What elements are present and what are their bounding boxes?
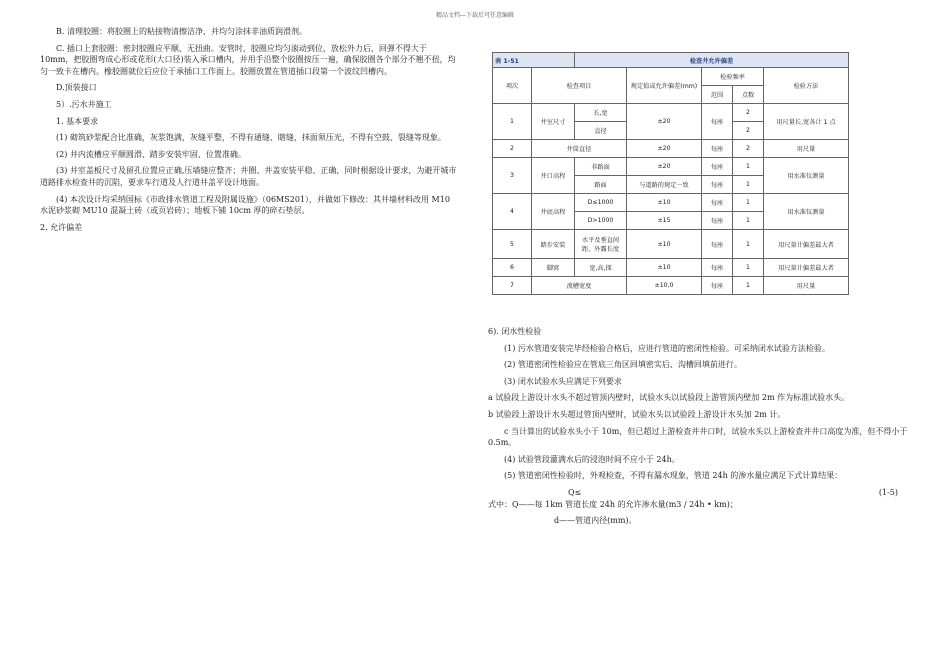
table-row: [493, 194, 849, 212]
header-range: 范围: [702, 86, 733, 104]
paragraph: (5) 管道密闭性检验时，外观检查，不得有漏水现象，管道 24h 的渗水量应满足下式计算结果：: [504, 471, 843, 481]
table-row: [493, 230, 849, 259]
paragraph: (3) 井室盖板尺寸及留孔位置应正确,压墙缝应整齐；井圈、井盖安装平稳、正确，同时根据设计要求，为避开城市道路排水检查井的沉陷，要求车行道及人行道井盖平设计地面。: [40, 166, 457, 187]
section-heading: 1. 基本要求: [56, 116, 99, 126]
cell: 6: [493, 259, 532, 277]
cell: 用水准仪测量: [764, 194, 849, 230]
cell: 4: [493, 194, 532, 230]
table-row: [493, 140, 849, 158]
paragraph: d——管道内径(mm)。: [554, 516, 637, 526]
cell: ±20: [627, 140, 702, 158]
page-header: 精品文档---下载后可任意编辑: [435, 12, 515, 19]
cell: 7: [493, 277, 532, 295]
paragraph: C. 插口上套胶圈：密封胶圈应平顺、无扭曲。安管时，胶圈应均匀滚动到位，放松外力后，回弹不得大于 10mm，把胶圈弯成心形或花形(大口径)装入承口槽内，并用手沿整个胶圈按压一遍，确保胶圈各个部分不翘不扭，均匀一致卡在槽内。橡胶圈就位后应位于承插口工作面上。胶圈放置在管道插口段第一个波纹凹槽内。: [40, 43, 456, 76]
cell: 用尺量: [764, 277, 849, 295]
table-title: 检查井允许偏差: [575, 53, 849, 68]
table-number: 表 1-51: [493, 53, 575, 68]
cell: 2: [493, 140, 532, 158]
cell: 用尺量: [764, 140, 849, 158]
paragraph: (2) 管道密闭性检验应在管底三角区回填密实后、沟槽回填前进行。: [504, 360, 742, 370]
paragraph: (2) 井内流槽应平顺圆滑、踏步安装牢固、位置准确。: [56, 149, 246, 159]
cell: 1: [733, 230, 764, 259]
cell: 1: [733, 259, 764, 277]
cell: 每座: [702, 259, 733, 277]
paragraph: b 试验段上游设计水头超过管顶内壁时，试验水头以试验段上游设计水头加 2m 计。: [488, 409, 786, 419]
paragraph: B. 清理胶圈：将胶圈上的粘接物清擦洁净，并均匀涂抹非油质润滑剂。: [56, 27, 307, 36]
cell: 5: [493, 230, 532, 259]
header-item-no: 项次: [493, 68, 532, 104]
cell: 2: [733, 104, 764, 122]
header-item: 检查项目: [532, 68, 627, 104]
header-points: 点数: [733, 86, 764, 104]
cell: ±15: [627, 212, 702, 230]
cell: D≤1000: [575, 194, 627, 212]
paragraph: (4) 试验管段灌满水后的浸泡时间不应小于 24h。: [504, 454, 680, 464]
cell: 井口高程: [532, 158, 575, 194]
cell: 每座: [702, 176, 733, 194]
paragraph: (4) 本次设计均采纳国标《市政排水管道工程及附属设施》（06MS201），并做如下修改：其井墙材料改用 M10 水泥砂浆砌 MU10 混凝土砖（或页岩砖）；地板下铺 10cm 厚的碎石垫层。: [40, 194, 450, 216]
cell: 脚窝: [532, 259, 575, 277]
paragraph: (1) 污水管道安装完毕经检验合格后，应进行管道的密闭性检验。可采纳闭水试验方法检验。: [504, 343, 830, 353]
inspection-table: [492, 52, 849, 295]
section-heading: 6). 闭水性检验: [488, 327, 542, 336]
cell: 路面: [575, 176, 627, 194]
cell: 井筒直径: [532, 140, 627, 158]
cell: 水平及垂直间距、外露长度: [575, 230, 627, 259]
table-row: [493, 277, 849, 295]
cell: 2: [733, 140, 764, 158]
cell: 每座: [702, 212, 733, 230]
cell: 用水准仪测量: [764, 158, 849, 194]
section-heading: 2. 允许偏差: [40, 222, 83, 232]
cell: 每座: [702, 140, 733, 158]
paragraph: D.顶装接口: [56, 83, 97, 93]
cell: 1: [493, 104, 532, 140]
cell: 井室尺寸: [532, 104, 575, 140]
table-row: [493, 104, 849, 122]
cell: 每座: [702, 104, 733, 140]
cell: D>1000: [575, 212, 627, 230]
header-tolerance: 规定值或允许偏差(mm): [627, 68, 702, 104]
cell: ±20: [627, 104, 702, 140]
cell: 井底高程: [532, 194, 575, 230]
cell: 长,宽: [575, 104, 627, 122]
left-column: [40, 26, 460, 238]
table-row: [493, 158, 849, 176]
cell: ±10: [627, 259, 702, 277]
cell: 用尺量计偏差最大者: [764, 259, 849, 277]
cell: 踏步安装: [532, 230, 575, 259]
cell: 1: [733, 176, 764, 194]
paragraph: a 试验段上游设计水头不超过管顶内壁时，试验水头以试验段上游管顶内壁加 2m 作为标准试验水头。: [488, 393, 850, 403]
cell: 与道路的规定一致: [627, 176, 702, 194]
paragraph: (3) 闭水试验水头应满足下列要求: [504, 376, 622, 386]
cell: 每座: [702, 194, 733, 212]
cell: 1: [733, 277, 764, 295]
formula: Q≤: [568, 487, 582, 497]
cell: 1: [733, 212, 764, 230]
cell: 用尺量长,宽各计 1 点: [764, 104, 849, 140]
cell: 3: [493, 158, 532, 194]
cell: ±10,0: [627, 277, 702, 295]
paragraph: 式中：Q——每 1km 管道长度 24h 的允许渗水量(m3 / 24h • km)；: [488, 499, 738, 509]
header-method: 检验方法: [764, 68, 849, 104]
cell: 宽,高,探: [575, 259, 627, 277]
section-heading: 5）.污水井施工: [56, 99, 112, 109]
right-column: [488, 326, 908, 532]
paragraph: (1) 砌筑砂浆配合比准确，灰浆饱满，灰缝平整，不得有通缝、瞎缝，抹面须压光，不得有空鼓、裂缝等现象。: [56, 133, 446, 143]
cell: 用尺量计偏差最大者: [764, 230, 849, 259]
cell: 流槽宽度: [532, 277, 627, 295]
table-row: [493, 259, 849, 277]
cell: 2: [733, 122, 764, 140]
equation-number: (1-5): [878, 487, 898, 497]
inspection-table-container: [492, 52, 849, 295]
cell: 每座: [702, 277, 733, 295]
cell: ±10: [627, 230, 702, 259]
header-frequency: 检验频率: [702, 68, 764, 86]
cell: 1: [733, 158, 764, 176]
formula-line: [488, 487, 908, 499]
cell: 每座: [702, 158, 733, 176]
cell: 每座: [702, 230, 733, 259]
cell: 直径: [575, 122, 627, 140]
cell: 非路面: [575, 158, 627, 176]
paragraph: c 当计算出的试验水头小于 10m，但已超过上游检查井井口时，试验水头以上游检查井井口高度为准，但不得小于 0.5m。: [488, 426, 908, 448]
cell: 1: [733, 194, 764, 212]
cell: ±20: [627, 158, 702, 176]
cell: ±10: [627, 194, 702, 212]
